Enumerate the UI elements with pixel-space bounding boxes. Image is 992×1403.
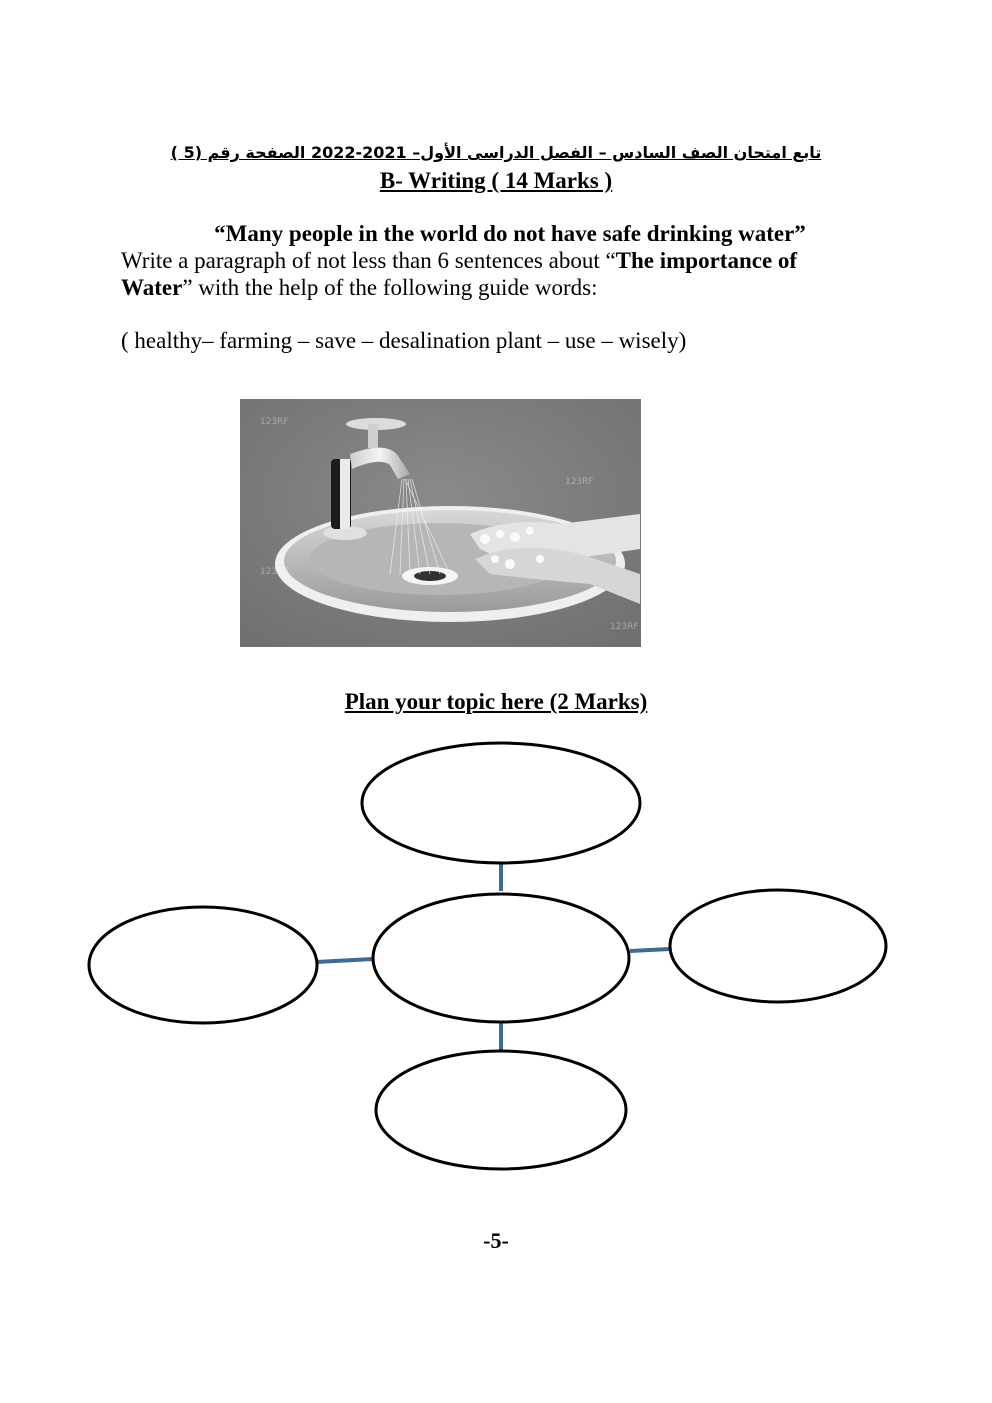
mindmap-node-center[interactable] [373,894,629,1022]
prompt-paragraph [121,247,841,301]
connector-right [630,949,670,951]
page-number: -5- [483,1228,509,1253]
exam-header-arabic: تابع امتحان الصف السادس – الفصل الدراسى الأول– 2021-2022 الصفحة رقم (5 ) [170,143,822,162]
handwashing-illustration [240,399,641,647]
mindmap-node-right[interactable] [670,890,886,1002]
mindmap-node-left[interactable] [89,907,317,1023]
watermark-text: 123RF [565,477,594,487]
prompt-text-1: Write a paragraph of not less than 6 sentences about “ [121,248,616,273]
mindmap-node-bottom[interactable] [376,1051,626,1169]
prompt-text-2: ” with the help of the following guide words: [182,275,598,300]
watermark-text: 123RF [260,417,289,427]
prompt-topic: The importance of Water [121,248,798,300]
watermark-text: 123RF [260,567,289,577]
mindmap-node-top[interactable] [362,743,640,863]
connector-left [316,959,373,962]
guide-words: ( healthy– farming – save – desalination plant – use – wisely) [121,328,687,353]
watermark-text: 123RF [610,622,639,632]
section-title: B- Writing ( 14 Marks ) [379,168,613,193]
plan-title: Plan your topic here (2 Marks) [344,689,648,714]
prompt-quote: “Many people in the world do not have safe drinking water” [214,221,806,246]
planning-mind-map [0,730,992,1190]
